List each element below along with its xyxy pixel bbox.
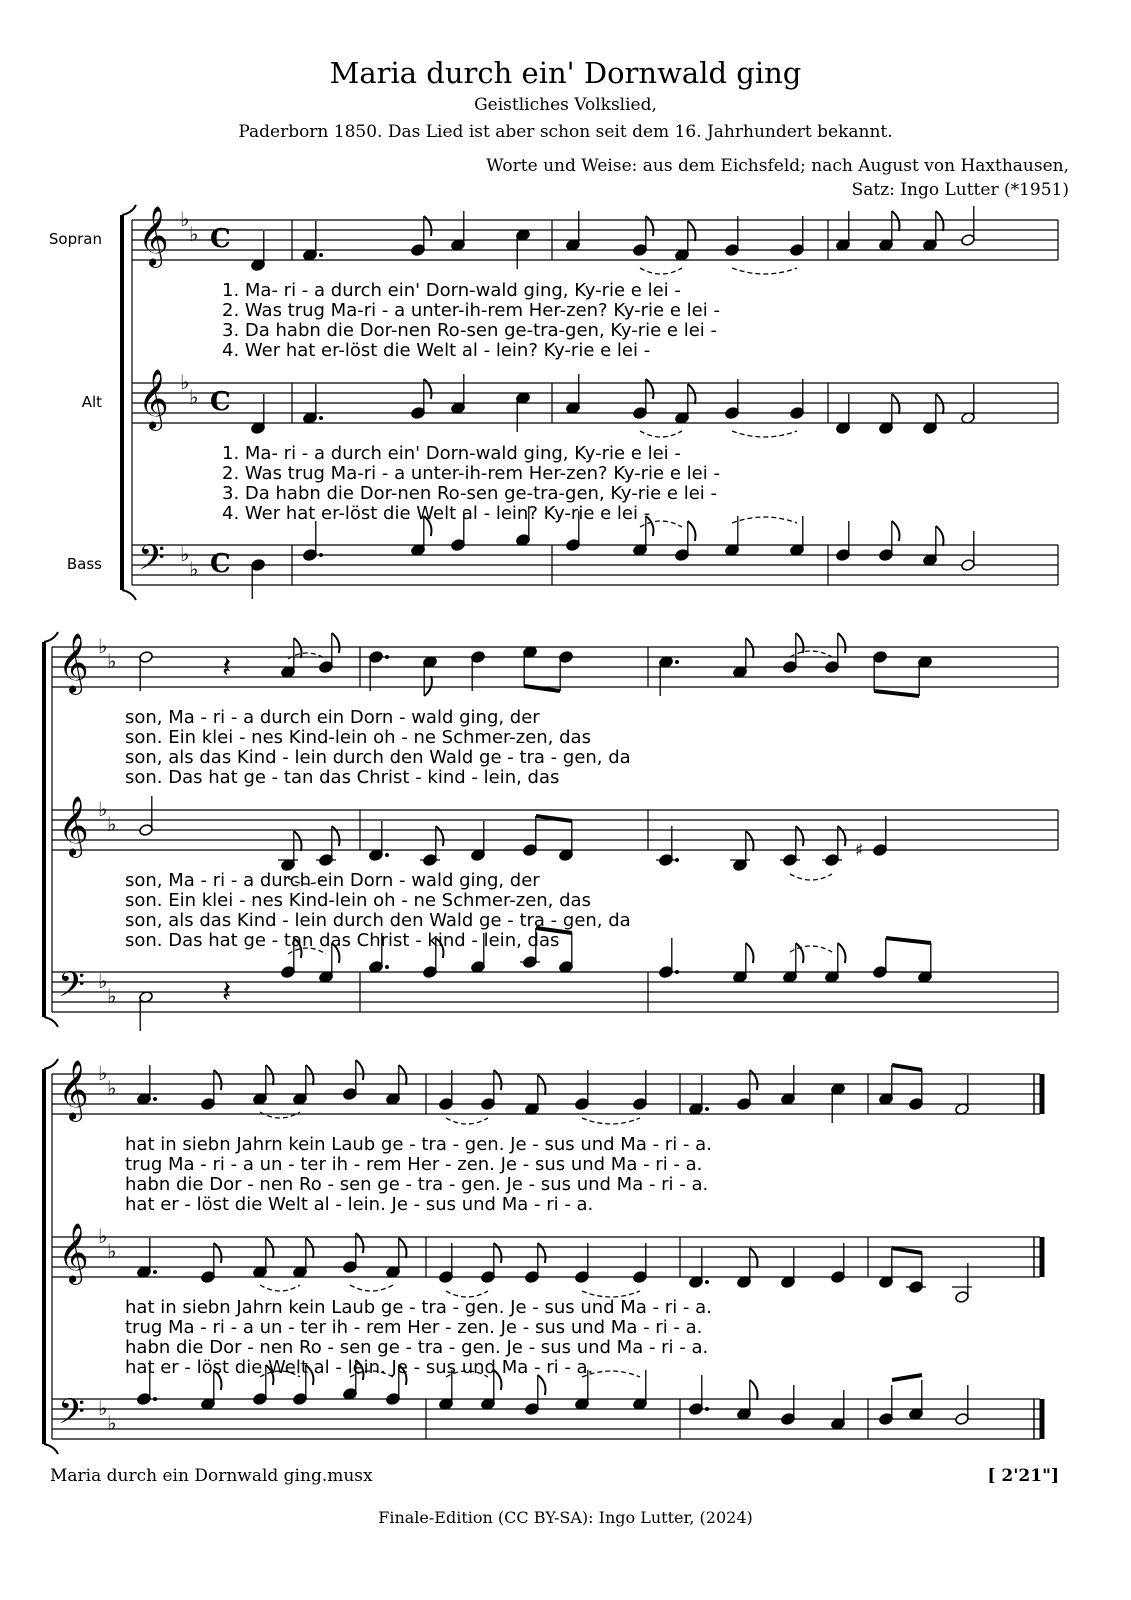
footer-edition: Finale-Edition (CC BY-SA): Ingo Lutter, (2024) [378, 1508, 753, 1527]
lyric-s3-sopran-v3: habn die Dor - nen Ro - sen ge - tra - gen. Je - sus und Ma - ri - a. [125, 1174, 709, 1195]
augmentation-dot [153, 1097, 157, 1101]
treble-clef: 𝄞 [138, 369, 169, 429]
lyric-s3-alt-v4: hat er - löst die Welt al - lein. Je - sus und Ma - ri - a. [125, 1357, 594, 1378]
dashed-slur [732, 431, 797, 437]
subtitle-genre: Geistliches Volkslied, [474, 95, 657, 115]
flat-sign: ♭ [98, 634, 108, 658]
lyric-s2-alt-v3: son, als das Kind - lein durch den Wald ge - tra - gen, da [125, 910, 631, 931]
bracket-hook [122, 590, 136, 600]
treble-clef: 𝄞 [58, 1060, 89, 1120]
treble-clef: 𝄞 [138, 206, 169, 266]
bracket-hook [44, 1444, 58, 1454]
note-flag [838, 943, 846, 963]
lyric-s2-alt-v4: son. Das hat ge - tan das Christ - kind - lein, das [125, 930, 560, 951]
augmentation-dot [675, 970, 679, 974]
lyric-s2-sopran-v3: son, als das Kind - lein durch den Wald ge - tra - gen, da [125, 747, 631, 768]
note-flag [356, 1060, 364, 1080]
lyric-s1-sopran-v3: 3. Da habn die Dor-nen Ro-sen ge-tra-gen, Ky-rie e lei - [222, 320, 718, 341]
time-signature: C [210, 387, 231, 417]
note-flag [688, 384, 696, 404]
lyric-s1-sopran-v2: 2. Was trug Ma-ri - a unter-ih-rem Her-zen? Ky-rie e lei - [222, 300, 720, 321]
dashed-slur [790, 874, 832, 880]
flat-sign: ♭ [98, 969, 108, 993]
flat-sign: ♭ [107, 1076, 117, 1100]
note-flag [936, 394, 944, 414]
flat-sign: ♭ [189, 385, 199, 409]
bass-clef: 𝄢 [58, 1391, 86, 1440]
augmentation-dot [319, 553, 323, 557]
lyric-s2-sopran-v4: son. Das hat ge - tan das Christ - kind - lein, das [125, 767, 560, 788]
note-flag [294, 831, 302, 851]
dashed-slur [582, 1118, 640, 1124]
augmentation-dot [385, 853, 389, 857]
flat-sign: ♭ [107, 1239, 117, 1263]
augmentation-dot [385, 655, 389, 659]
flat-sign: ♭ [180, 542, 190, 566]
note-flag [936, 211, 944, 231]
note-flag [646, 379, 654, 399]
note-flag [424, 379, 432, 399]
note-flag [266, 1238, 274, 1258]
note-flag [646, 216, 654, 236]
beam [892, 1248, 922, 1253]
note-flag [399, 1065, 407, 1085]
augmentation-dot [385, 965, 389, 969]
dashed-slur [446, 1118, 488, 1124]
note-flag [214, 1070, 222, 1090]
note-flag [838, 826, 846, 846]
lyric-s1-sopran-v4: 4. Wer hat er-löst die Welt al - lein? Ky-rie e lei - [222, 340, 651, 361]
dashed-slur [640, 268, 682, 274]
quarter-rest: 𝄽 [222, 975, 232, 1010]
flat-sign: ♭ [98, 1396, 108, 1420]
dashed-slur [260, 1112, 300, 1118]
time-signature: C [210, 549, 231, 579]
note-flag [796, 943, 804, 963]
note-flag [538, 1375, 546, 1395]
bracket-hook [44, 1017, 58, 1027]
flat-sign: ♭ [180, 370, 190, 394]
subtitle-origin: Paderborn 1850. Das Lied ist aber schon seit dem 16. Jahrhundert bekannt. [238, 122, 893, 142]
note-flag [746, 943, 754, 963]
augmentation-dot [153, 1270, 157, 1274]
note-flag [306, 1065, 314, 1085]
flat-sign: ♭ [98, 1061, 108, 1085]
beam [886, 938, 931, 943]
note-flag [332, 826, 340, 846]
bass-clef: 𝄢 [58, 964, 86, 1013]
note-flag [796, 826, 804, 846]
lyric-s1-sopran-v1: 1. Ma- ri - a durch ein' Dorn-wald ging, Ky-rie e lei - [222, 280, 681, 301]
note-flag [892, 211, 900, 231]
lyric-s3-alt-v2: trug Ma - ri - a un - ter ih - rem Her - zen. Je - sus und Ma - ri - a. [125, 1317, 703, 1338]
lyric-s3-sopran-v4: hat er - löst die Welt al - lein. Je - sus und Ma - ri - a. [125, 1194, 594, 1215]
flat-sign: ♭ [180, 207, 190, 231]
note-flag [688, 521, 696, 541]
augmentation-dot [705, 1280, 709, 1284]
note-flag [424, 676, 432, 696]
note-flag [936, 526, 944, 546]
beam [892, 1375, 922, 1380]
lyric-s3-alt-v1: hat in siebn Jahrn kein Laub ge - tra - gen. Je - sus und Ma - ri - a. [125, 1297, 712, 1318]
augmentation-dot [705, 1407, 709, 1411]
flat-sign: ♭ [189, 222, 199, 246]
page-title: Maria durch ein' Dornwald ging [329, 56, 802, 90]
bracket-hook [44, 632, 58, 642]
treble-clef: 𝄞 [58, 1223, 89, 1283]
lyric-s1-alt-v2: 2. Was trug Ma-ri - a unter-ih-rem Her-zen? Ky-rie e lei - [222, 463, 720, 484]
beam [892, 1065, 922, 1070]
augmentation-dot [153, 1397, 157, 1401]
voice-label-alt: Alt [81, 393, 102, 411]
flat-sign: ♭ [189, 557, 199, 581]
note-flag [892, 521, 900, 541]
augmentation-dot [319, 253, 323, 257]
lyric-s1-alt-v1: 1. Ma- ri - a durch ein' Dorn-wald ging, Ky-rie e lei - [222, 443, 681, 464]
dashed-slur [260, 1285, 300, 1291]
note-flag [356, 1233, 364, 1253]
note-flag [838, 633, 846, 653]
note-flag [266, 1065, 274, 1085]
lyric-s3-sopran-v1: hat in siebn Jahrn kein Laub ge - tra - gen. Je - sus und Ma - ri - a. [125, 1134, 712, 1155]
augmentation-dot [675, 660, 679, 664]
lyric-s2-sopran-v1: son, Ma - ri - a durch ein Dorn - wald ging, der [125, 707, 540, 728]
lyric-s2-alt-v2: son. Ein klei - nes Kind-lein oh - ne Schmer-zen, das [125, 890, 591, 911]
footer-filename: Maria durch ein Dornwald ging.musx [50, 1466, 373, 1486]
note-flag [892, 394, 900, 414]
lyric-s2-sopran-v2: son. Ein klei - nes Kind-lein oh - ne Schmer-zen, das [125, 727, 591, 748]
note-flag [746, 831, 754, 851]
note-flag [399, 1238, 407, 1258]
bass-clef: 𝄢 [138, 537, 166, 586]
flat-sign: ♭ [98, 797, 108, 821]
note-flag [796, 633, 804, 653]
lyric-s3-alt-v3: habn die Dor - nen Ro - sen ge - tra - gen. Je - sus und Ma - ri - a. [125, 1337, 709, 1358]
quarter-rest: 𝄽 [222, 650, 232, 685]
note-flag [306, 1238, 314, 1258]
note-flag [688, 221, 696, 241]
note-flag [214, 1243, 222, 1263]
augmentation-dot [319, 416, 323, 420]
bracket-hook [122, 205, 136, 215]
dashed-slur [350, 1285, 393, 1291]
flat-sign: ♭ [98, 1224, 108, 1248]
bracket-hook [44, 1059, 58, 1069]
note-flag [538, 1243, 546, 1263]
flat-sign: ♭ [107, 812, 117, 836]
lyric-s3-sopran-v2: trug Ma - ri - a un - ter ih - rem Her - zen. Je - sus und Ma - ri - a. [125, 1154, 703, 1175]
voice-label-sopran: Sopran [48, 230, 102, 248]
flat-sign: ♭ [107, 1411, 117, 1435]
note-flag [538, 1075, 546, 1095]
note-flag [424, 216, 432, 236]
lyric-s1-alt-v3: 3. Da habn die Dor-nen Ro-sen ge-tra-gen, Ky-rie e lei - [222, 483, 718, 504]
note-flag [750, 1248, 758, 1268]
sharp-sign: ♯ [855, 840, 864, 861]
voice-label-bass: Bass [66, 555, 102, 573]
credit-words-melody: Worte und Weise: aus dem Eichsfeld; nach August von Haxthausen, [486, 156, 1069, 176]
treble-clef: 𝄞 [58, 633, 89, 693]
note-flag [494, 1243, 502, 1263]
treble-clef: 𝄞 [58, 796, 89, 856]
dashed-slur [640, 431, 682, 437]
flat-sign: ♭ [107, 984, 117, 1008]
augmentation-dot [705, 1107, 709, 1111]
augmentation-dot [675, 858, 679, 862]
note-flag [746, 638, 754, 658]
credit-arrangement: Satz: Ingo Lutter (*1951) [851, 180, 1069, 200]
note-flag [494, 1070, 502, 1090]
dashed-slur [732, 268, 797, 274]
note-flag [750, 1070, 758, 1090]
lyric-s2-alt-v1: son, Ma - ri - a durch ein Dorn - wald ging, der [125, 870, 540, 891]
time-signature: C [210, 224, 231, 254]
flat-sign: ♭ [107, 649, 117, 673]
lyric-s1-alt-v4: 4. Wer hat er-löst die Welt al - lein? Ky-rie e lei - [222, 503, 651, 524]
beam [874, 691, 919, 696]
footer-duration: [ 2'21"] [987, 1466, 1059, 1486]
note-flag [436, 826, 444, 846]
note-flag [332, 633, 340, 653]
note-flag [750, 1380, 758, 1400]
dashed-slur [732, 517, 797, 523]
